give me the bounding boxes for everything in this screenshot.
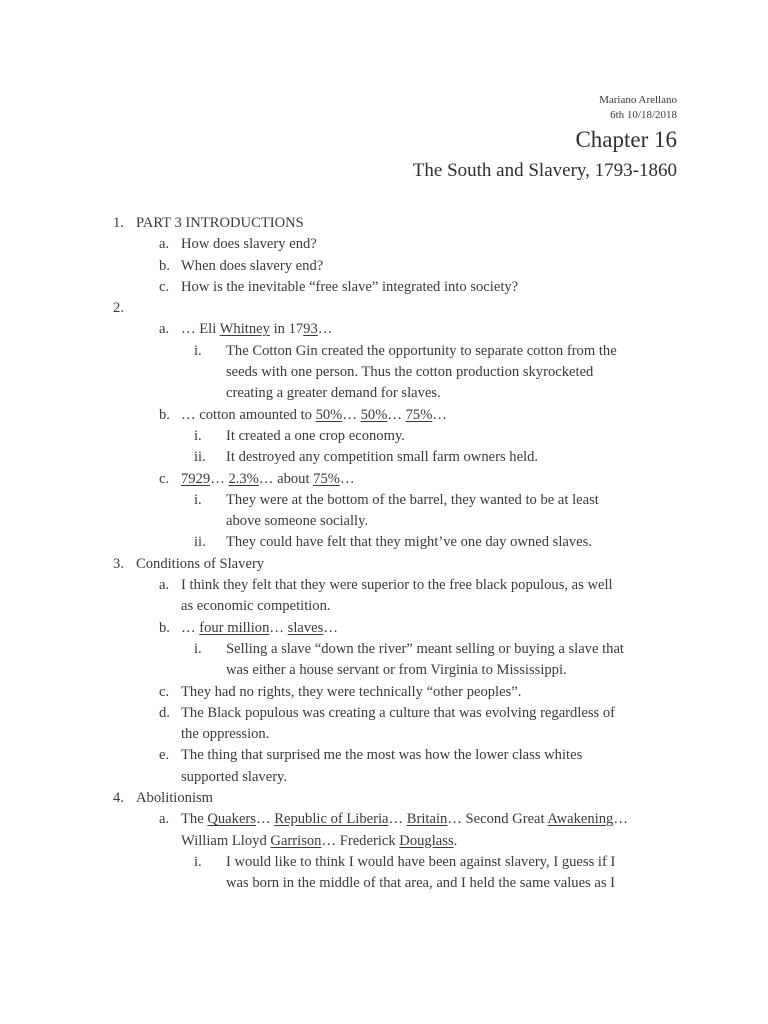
item-text (181, 809, 628, 830)
outline-item-3d (0, 703, 768, 724)
item-text: The thing that surprised me the most was how the lower class whites (181, 747, 583, 764)
outline-item-3b-i-cont (0, 660, 768, 681)
item-text: They were at the bottom of the barrel, they wanted to be at least (226, 491, 599, 508)
underlined-term: 75% (313, 470, 340, 487)
text-run: … (342, 406, 361, 423)
item-text (181, 831, 457, 852)
underlined-term: Douglass (399, 832, 454, 849)
text-run: … (317, 321, 333, 338)
item-text: I think they felt that they were superior to the free black populous, as well (181, 577, 613, 594)
text-run: … Frederick (321, 832, 400, 849)
underlined-term: Britain (406, 811, 448, 828)
item-title: Conditions of Slavery (136, 555, 265, 572)
item-letter: a. (159, 236, 170, 253)
item-letter: c. (159, 683, 170, 700)
item-roman: ii. (194, 534, 206, 551)
text-run: … Second Great (447, 811, 548, 828)
outline-item-2c-i (0, 490, 768, 511)
outline (0, 213, 768, 895)
text-run: … (210, 470, 229, 487)
outline-item-3b-i (0, 639, 768, 660)
outline-item-4 (0, 788, 768, 809)
outline-item-1c (0, 277, 768, 298)
text-run: … (339, 470, 355, 487)
text-run: William Lloyd (181, 832, 271, 849)
text-run: … (613, 811, 628, 828)
author-name: Mariano Arellano (599, 94, 677, 106)
item-text: was either a house servant or from Virginia to Mississippi. (226, 662, 567, 679)
underlined-term: slaves (287, 619, 324, 636)
item-text: It created a one crop economy. (226, 427, 405, 444)
item-text: The Cotton Gin created the opportunity to separate cotton from the (226, 342, 617, 359)
outline-item-3b (0, 618, 768, 639)
item-number: 1. (113, 215, 124, 231)
underlined-term: Quakers (207, 811, 256, 828)
text-run: … cotton amounted to (181, 406, 316, 423)
item-text: They could have felt that they might’ve one day owned slaves. (226, 534, 592, 551)
text-run: … (432, 406, 447, 423)
item-title: PART 3 INTRODUCTIONS (136, 215, 304, 231)
item-letter: a. (159, 811, 170, 828)
outline-item-3a-cont (0, 596, 768, 617)
text-run: … (269, 619, 288, 636)
chapter-subtitle: The South and Slavery, 1793-1860 (412, 160, 677, 181)
item-letter: b. (159, 406, 170, 423)
text-run: . (453, 832, 458, 849)
item-letter: a. (159, 321, 170, 338)
text-run: … (181, 619, 200, 636)
item-roman: i. (194, 427, 202, 444)
item-text: How does slavery end? (181, 236, 317, 253)
text-run: … (388, 811, 407, 828)
item-letter: c. (159, 278, 170, 295)
outline-item-3 (0, 554, 768, 575)
underlined-term: four million (199, 619, 270, 636)
outline-item-2a-i-cont (0, 383, 768, 404)
item-number: 2. (113, 300, 124, 317)
item-letter: e. (159, 747, 170, 764)
item-letter: a. (159, 577, 170, 594)
item-roman: i. (194, 640, 202, 657)
outline-item-2a-i (0, 341, 768, 362)
item-text: Selling a slave “down the river” meant selling or buying a slave that (226, 640, 624, 657)
underlined-term: 75% (405, 406, 433, 423)
outline-item-2 (0, 298, 768, 319)
outline-item-2b-i (0, 426, 768, 447)
underlined-term: 50% (315, 406, 343, 423)
outline-item-2a (0, 319, 768, 340)
underlined-term: 7929 (181, 470, 211, 487)
item-text: They had no rights, they were technically “other peoples”. (181, 683, 522, 700)
item-text: When does slavery end? (181, 257, 324, 274)
text-run: in 17 (269, 321, 304, 338)
outline-item-2b-ii (0, 447, 768, 468)
underlined-term: Garrison (270, 832, 322, 849)
text-run: … about (258, 470, 314, 487)
outline-item-1a (0, 234, 768, 255)
item-text: creating a greater demand for slaves. (226, 385, 441, 402)
underlined-term: 93 (303, 321, 318, 338)
item-text: was born in the middle of that area, and I held the same values as I (226, 875, 616, 892)
item-number: 4. (113, 790, 124, 807)
underlined-term: Awakening (547, 811, 614, 828)
item-roman: i. (194, 853, 202, 870)
outline-item-1b (0, 256, 768, 277)
chapter-title: Chapter 16 (575, 127, 677, 152)
text-run: … (255, 811, 275, 828)
item-text: It destroyed any competition small farm owners held. (226, 449, 539, 466)
outline-item-3e-cont (0, 767, 768, 788)
underlined-term: Whitney (219, 321, 270, 338)
outline-item-4a (0, 809, 768, 830)
outline-item-3d-cont (0, 724, 768, 745)
outline-item-2b (0, 405, 768, 426)
item-letter: d. (159, 704, 170, 721)
item-letter: b. (159, 257, 170, 274)
period-date: 6th 10/18/2018 (610, 109, 677, 121)
item-text: The Black populous was creating a culture that was evolving regardless of (181, 704, 616, 721)
item-text: supported slavery. (181, 768, 288, 785)
item-text: the oppression. (181, 726, 270, 743)
outline-item-4a-cont (0, 831, 768, 852)
item-text: as economic competition. (181, 598, 331, 615)
item-roman: i. (194, 491, 202, 508)
outline-item-2c-ii (0, 532, 768, 553)
item-number: 3. (113, 555, 124, 572)
item-text: I would like to think I would have been against slavery, I guess if I (226, 853, 616, 870)
item-text: above someone socially. (226, 513, 369, 530)
outline-item-3e (0, 745, 768, 766)
text-run: … Eli (181, 321, 220, 338)
outline-item-3c (0, 682, 768, 703)
item-roman: ii. (194, 449, 206, 466)
item-text (181, 319, 332, 340)
text-run: … (387, 406, 406, 423)
outline-item-2c-i-cont (0, 511, 768, 532)
outline-item-1 (0, 213, 768, 234)
item-text (181, 618, 338, 639)
outline-item-3a (0, 575, 768, 596)
outline-item-2c (0, 469, 768, 490)
outline-item-4a-i (0, 852, 768, 873)
text-run: The (181, 811, 208, 828)
item-text (181, 469, 355, 490)
item-text: seeds with one person. Thus the cotton production skyrocketed (226, 364, 594, 381)
item-letter: c. (159, 470, 170, 487)
text-run: … (323, 619, 338, 636)
outline-item-2a-i-cont (0, 362, 768, 383)
item-roman: i. (194, 342, 202, 359)
item-text: How is the inevitable “free slave” integrated into society? (181, 278, 519, 295)
item-text (181, 405, 447, 426)
underlined-term: 2.3% (228, 470, 259, 487)
underlined-term: 50% (360, 406, 388, 423)
item-letter: b. (159, 619, 170, 636)
underlined-term: Republic of Liberia (274, 811, 389, 828)
item-title: Abolitionism (136, 790, 214, 807)
outline-item-4a-i-cont (0, 873, 768, 894)
